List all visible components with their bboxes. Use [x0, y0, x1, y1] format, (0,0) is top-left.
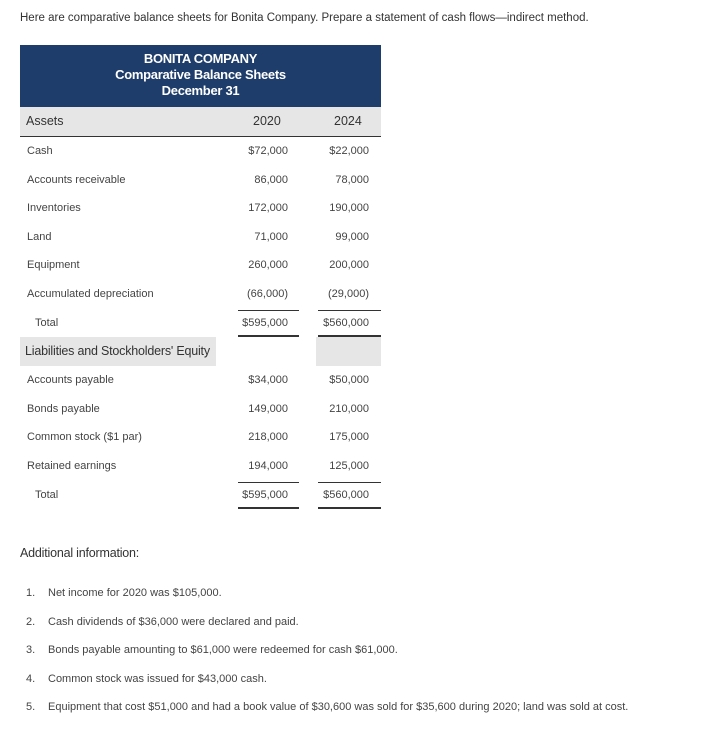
value-2020: $72,000 [248, 145, 288, 157]
item-number: 2. [26, 615, 36, 628]
row-label: Equipment [27, 259, 80, 272]
row-label: Accounts payable [27, 374, 114, 387]
value-2024: 99,000 [335, 230, 369, 243]
row-label: Retained earnings [27, 459, 117, 472]
item-text: Equipment that cost $51,000 and had a book value of $30,600 was sold for $35,600 during 2020; land was sold at cost. [48, 701, 629, 714]
value-2020: (66,000) [247, 287, 288, 300]
value-2020: 86,000 [254, 173, 288, 186]
row-label: Land [27, 230, 52, 243]
value-2024: $50,000 [329, 374, 369, 387]
row-label: Common stock ($1 par) [27, 431, 142, 444]
balance-sheet-table [20, 45, 381, 509]
item-text: Cash dividends of $36,000 were declared and paid. [48, 615, 299, 628]
item-number: 3. [26, 644, 36, 657]
item-number: 4. [26, 672, 36, 685]
value-2024: (29,000) [328, 287, 369, 300]
total-overline [318, 482, 381, 483]
row-label: Accounts receivable [27, 173, 126, 186]
table-row [20, 137, 381, 166]
item-number: 1. [26, 587, 36, 599]
assets-total-row [20, 309, 381, 338]
value-2020: 194,000 [248, 459, 288, 472]
row-label: Bonds payable [27, 402, 100, 415]
value-2024: 175,000 [329, 431, 369, 444]
value-2020: 71,000 [254, 230, 288, 243]
row-label: Inventories [27, 202, 81, 215]
row-label: Accumulated depreciation [27, 287, 154, 300]
assets-label: Assets [26, 114, 64, 128]
value-2024: 78,000 [335, 173, 369, 186]
total-double-underline [238, 507, 299, 509]
item-text: Net income for 2020 was $105,000. [48, 587, 222, 599]
row-label: Total [35, 316, 59, 329]
liabilities-label: Liabilities and Stockholders' Equity [25, 344, 210, 359]
value-2020: $595,000 [242, 488, 288, 501]
table-row [20, 166, 381, 195]
item-text: Common stock was issued for $43,000 cash. [48, 672, 267, 685]
table-row [20, 423, 381, 452]
table-row [20, 251, 381, 280]
row-label: Total [35, 488, 59, 501]
value-2020: $595,000 [242, 316, 288, 329]
value-2024: 200,000 [329, 259, 369, 272]
value-2024: 190,000 [329, 202, 369, 215]
statement-title: Comparative Balance Sheets [115, 67, 286, 82]
value-2020: $34,000 [248, 374, 288, 387]
liabilities-total-row [20, 481, 381, 510]
row-label: Cash [27, 145, 53, 157]
value-2020: 218,000 [248, 431, 288, 444]
column-header-2024: 2024 [334, 114, 362, 128]
total-overline [238, 310, 299, 311]
table-row [20, 280, 381, 309]
value-2024: $22,000 [329, 145, 369, 157]
additional-info-title: Additional information: [20, 546, 140, 560]
value-2024: 125,000 [329, 459, 369, 472]
table-row [20, 194, 381, 223]
statement-date: December 31 [161, 83, 240, 98]
company-name: BONITA COMPANY [143, 51, 258, 66]
table-row [20, 366, 381, 395]
value-2024: $560,000 [323, 316, 369, 329]
table-row [20, 452, 381, 481]
value-2020: 172,000 [248, 202, 288, 215]
value-2024: 210,000 [329, 402, 369, 415]
assets-header-row [20, 107, 381, 137]
table-row [20, 223, 381, 252]
value-2024: $560,000 [323, 488, 369, 501]
table-row [20, 395, 381, 424]
column-header-2020: 2020 [253, 114, 281, 128]
value-2020: 149,000 [248, 402, 288, 415]
table-header [20, 45, 381, 107]
item-number: 5. [26, 701, 36, 714]
liabilities-header-row [20, 337, 381, 366]
value-2020: 260,000 [248, 259, 288, 272]
total-overline [238, 482, 299, 483]
total-overline [318, 310, 381, 311]
instruction-text: Here are comparative balance sheets for Bonita Company. Prepare a statement of cash flows—indirect method. [20, 12, 589, 24]
item-text: Bonds payable amounting to $61,000 were redeemed for cash $61,000. [48, 644, 398, 657]
total-double-underline [318, 507, 381, 509]
